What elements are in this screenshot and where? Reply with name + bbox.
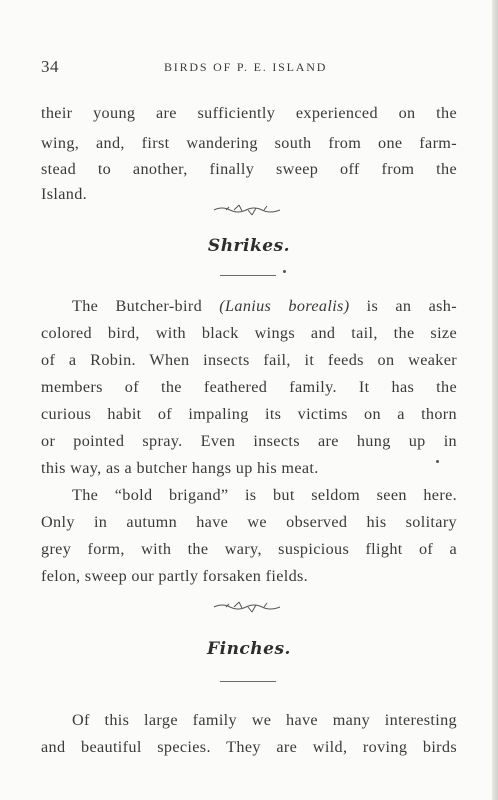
section-rule bbox=[220, 681, 276, 682]
text-line: Of this large family we have many interesting bbox=[72, 711, 457, 729]
running-title: BIRDS OF P. E. ISLAND bbox=[164, 60, 328, 74]
text-line: of a Robin. When insects fail, it feeds on weaker bbox=[41, 351, 457, 369]
text-line: this way, as a butcher hangs up his meat. bbox=[41, 459, 319, 477]
leaf-vine-ornament-icon bbox=[212, 203, 282, 217]
page-number: 34 bbox=[41, 57, 59, 76]
text-line: grey form, with the wary, suspicious flight of a bbox=[41, 540, 457, 558]
print-speck bbox=[283, 270, 286, 273]
print-speck bbox=[436, 460, 439, 463]
text-line: curious habit of impaling its victims on a thorn bbox=[41, 405, 457, 423]
leaf-vine-ornament-icon bbox=[212, 600, 282, 614]
text-line: stead to another, finally sweep off from the bbox=[41, 160, 457, 178]
page-edge bbox=[492, 0, 498, 800]
text-line: wing, and, first wandering south from one farm- bbox=[41, 134, 457, 152]
text-line: colored bird, with black wings and tail, the size bbox=[41, 324, 457, 342]
text-line: Island. bbox=[41, 185, 88, 203]
text-line: their young are sufficiently experienced on the bbox=[41, 104, 457, 122]
section-rule bbox=[220, 275, 276, 276]
text-line: The Butcher-bird (Lanius borealis) is an ash- bbox=[72, 297, 457, 315]
text-line: or pointed spray. Even insects are hung up in bbox=[41, 432, 457, 450]
text-line: Only in autumn have we observed his solitary bbox=[41, 513, 457, 531]
text-line: The “bold brigand” is but seldom seen here. bbox=[72, 486, 457, 504]
text-line: and beautiful species. They are wild, roving birds bbox=[41, 738, 457, 756]
text-line: felon, sweep our partly forsaken fields. bbox=[41, 567, 309, 585]
section-heading-shrikes: Shrikes. bbox=[207, 236, 291, 256]
section-heading-finches: Finches. bbox=[207, 639, 291, 659]
text-line: members of the feathered family. It has the bbox=[41, 378, 457, 396]
